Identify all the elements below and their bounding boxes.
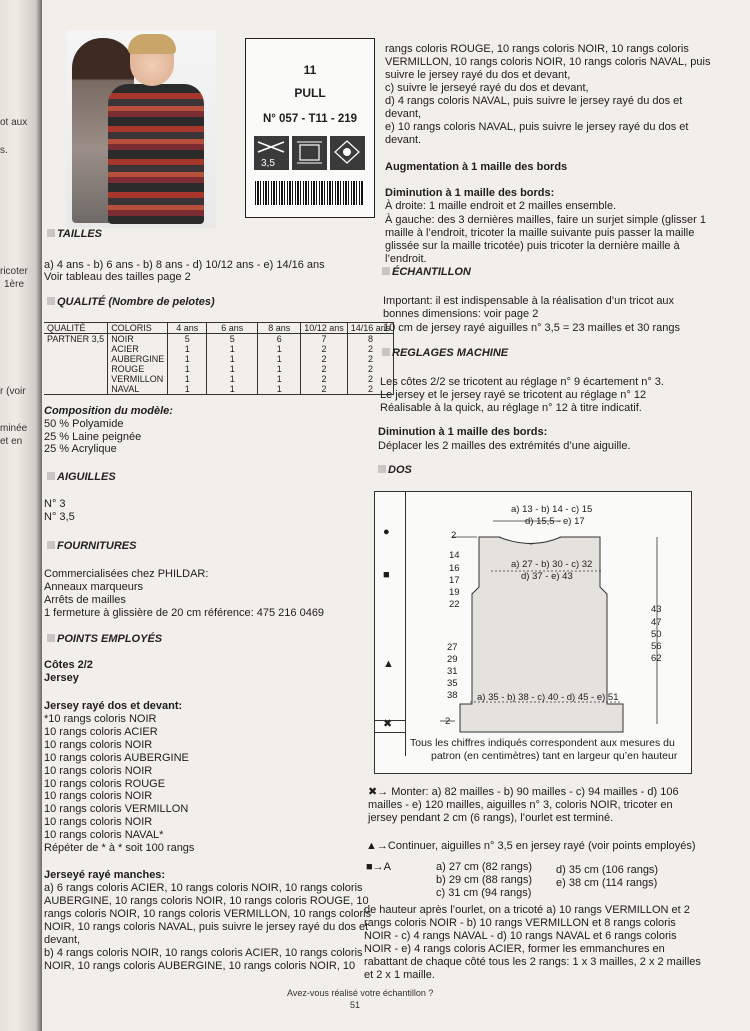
qty: 2	[368, 354, 374, 364]
fournitures-line: Arrêts de mailles	[44, 594, 126, 606]
composition-heading: Composition du modèle:	[44, 405, 173, 417]
qty: 1	[276, 374, 282, 384]
raye-line: 10 rangs coloris NAVAL*	[44, 829, 164, 841]
fournitures-line: Anneaux marqueurs	[44, 581, 144, 593]
qty: 5	[229, 334, 235, 344]
dim-height: 50	[651, 629, 662, 640]
qty: 1	[276, 384, 282, 394]
reglages-line: Les côtes 2/2 se tricotent au réglage n° 9 écartement n° 3.	[380, 376, 664, 388]
page-number: 51	[350, 1000, 361, 1010]
qty: 8	[368, 334, 374, 344]
a-size: c) 31 cm (94 rangs)	[436, 887, 532, 899]
gauche-line: l’endroit.	[385, 253, 427, 265]
dim-armhole: 14	[449, 550, 460, 561]
qty: 1	[184, 374, 190, 384]
cont-line: suivre le jersey rayé du dos et devant,	[385, 69, 571, 81]
points-heading: POINTS EMPLOYÉS	[47, 633, 162, 645]
qty: 2	[368, 344, 374, 354]
dim-bottom-width: a) 35 - b) 38 - c) 40 - d) 45 - e) 51	[477, 692, 619, 703]
jersey-label: Jersey	[44, 672, 79, 684]
dim-shoulder-2: d) 15,5 - e) 17	[525, 516, 585, 527]
table-header-cell: 4 ans	[168, 323, 207, 334]
qty: 1	[229, 374, 235, 384]
qty: 2	[321, 384, 327, 394]
qty: 2	[321, 354, 327, 364]
dim-height: 56	[651, 641, 662, 652]
fournitures-line: 1 fermeture à glissière de 20 cm référence: 475 216 0469	[44, 607, 325, 619]
needle-size-label: 3,5	[261, 158, 275, 169]
table-row	[44, 334, 394, 395]
footer-question: Avez-vous réalisé votre échantillon ?	[287, 988, 434, 998]
diminution-title: Diminution à 1 maille des bords:	[385, 187, 555, 199]
model-reference: N° 057 - T11 - 219	[262, 113, 358, 125]
dim-armhole: 19	[449, 587, 460, 598]
table-header-cell: 14/16 ans	[347, 323, 394, 334]
cont-line: d) 4 rangs coloris NAVAL, puis suivre le jersey rayé du dos et	[385, 95, 683, 107]
manches-title: Jerseyé rayé manches:	[44, 869, 166, 881]
dim-height: 43	[651, 604, 662, 615]
quick-machine-icon	[330, 136, 365, 170]
monter-line: jersey pendant 2 cm (6 rangs), l’ourlet est terminé.	[368, 812, 614, 824]
dim-armhole: 22	[449, 599, 460, 610]
square-symbol-icon: ■	[383, 569, 390, 581]
qty: 2	[321, 374, 327, 384]
qty: 2	[368, 364, 374, 374]
qty: 1	[229, 364, 235, 374]
dim-height: 47	[651, 617, 662, 628]
final-line: rangs coloris NOIR - b) 10 rangs VERMILLON et 8 rangs coloris	[364, 917, 676, 929]
cont-line: devant,	[385, 108, 422, 120]
table-header	[44, 323, 394, 334]
final-line: rabattant de chaque côté tous les 2 rangs: 1 x 3 mailles, 2 x 2 mailles	[364, 956, 701, 968]
color-name: ACIER	[111, 344, 139, 354]
gauge-square-icon	[292, 136, 327, 170]
spine-text: et en	[0, 436, 23, 447]
back-pattern-drawing	[375, 492, 691, 742]
echantillon-line: bonnes dimensions: voir page 2	[383, 308, 539, 320]
boy-hair	[128, 34, 176, 54]
raye-line: 10 rangs coloris NOIR	[44, 816, 153, 828]
cont-line: VERMILLON, 10 rangs coloris NOIR, 10 rangs coloris NAVAL, puis	[385, 56, 711, 68]
final-line: NOIR - c) 4 rangs NAVAL - d) 10 rangs NAVAL et 6 rangs coloris	[364, 930, 677, 942]
raye-line: 10 rangs coloris AUBERGINE	[44, 752, 189, 764]
raye-line: 10 rangs coloris NOIR	[44, 765, 153, 777]
dim-lower: 38	[447, 690, 458, 701]
spine-text: r (voir	[0, 386, 26, 397]
cont-line: c) suivre le jerseyé rayé du dos et devant,	[385, 82, 589, 94]
reglages-line: Le jersey et le jersey rayé se tricotent au réglage n° 12	[380, 389, 647, 401]
dim-height: 62	[651, 653, 662, 664]
dim-lower: 35	[447, 678, 458, 689]
qty: 1	[184, 384, 190, 394]
a-size: d) 35 cm (106 rangs)	[556, 864, 659, 876]
fournitures-line: Commercialisées chez PHILDAR:	[44, 568, 209, 580]
manches-line: b) 4 rangs coloris NOIR, 10 rangs coloris ACIER, 10 rangs coloris	[44, 947, 363, 959]
cotes-label: Côtes 2/2	[44, 659, 93, 671]
a-size: e) 38 cm (114 rangs)	[556, 877, 658, 889]
color-cell	[108, 334, 168, 395]
dim-lower: 29	[447, 654, 458, 665]
dim-width-1: a) 27 - b) 30 - c) 32	[511, 559, 593, 570]
dim-two-top: 2	[451, 530, 457, 541]
qty: 2	[321, 364, 327, 374]
composition-line: 50 % Polyamide	[44, 418, 124, 430]
spine-text: ot aux	[0, 117, 28, 128]
dim-lower: 31	[447, 666, 458, 677]
gauche-line: À gauche: des 3 dernières mailles, faire un surjet simple (glisser 1	[385, 214, 706, 226]
needles-icon	[254, 136, 289, 170]
circle-symbol-icon: ●	[383, 526, 390, 538]
cont-line: devant.	[385, 134, 422, 146]
a-size: a) 27 cm (82 rangs)	[436, 861, 532, 873]
spine-text: ricoter	[0, 266, 28, 277]
striped-sweater	[108, 84, 204, 224]
dos-diagram	[374, 491, 692, 774]
qty-col-8ans	[258, 334, 301, 395]
aiguilles-heading: AIGUILLES	[47, 471, 116, 483]
continuer-line: ▲→Continuer, aiguilles n° 3,5 en jersey rayé (voir points employés)	[366, 840, 696, 852]
augmentation-title: Augmentation à 1 maille des bords	[385, 161, 568, 173]
triangle-symbol-icon: ▲	[383, 658, 394, 670]
color-name: AUBERGINE	[111, 354, 165, 364]
children-photo	[66, 30, 216, 228]
diagram-note: patron (en centimètres) tant en largeur qu’en hauteur	[431, 750, 678, 762]
manches-line: AUBERGINE, 10 rangs coloris NOIR, 10 rangs coloris ROUGE, 10	[44, 895, 369, 907]
qty-col-4ans	[168, 334, 207, 395]
cont-line: e) 10 rangs coloris NAVAL, puis suivre le jersey rayé du dos et	[385, 121, 689, 133]
dim-lower: 27	[447, 642, 458, 653]
raye-line: 10 rangs coloris NOIR	[44, 739, 153, 751]
table-header-cell: 8 ans	[258, 323, 301, 334]
raye-title: Jersey rayé dos et devant:	[44, 700, 183, 712]
a-size: b) 29 cm (88 rangs)	[436, 874, 532, 886]
qty: 2	[368, 384, 374, 394]
yarn-table	[44, 322, 394, 395]
fournitures-heading: FOURNITURES	[47, 540, 136, 552]
qty: 1	[184, 354, 190, 364]
qty: 6	[276, 334, 282, 344]
qty: 5	[184, 334, 190, 344]
dim-width-2: d) 37 - e) 43	[521, 571, 573, 582]
table-header-cell: 10/12 ans	[301, 323, 348, 334]
dim-two-bottom: 2	[445, 716, 451, 727]
model-card	[245, 38, 375, 218]
qualite-heading: QUALITÉ (Nombre de pelotes)	[47, 296, 215, 308]
manches-line: devant,	[44, 934, 81, 946]
table-header-cell: QUALITÉ	[44, 323, 108, 334]
qty: 1	[229, 384, 235, 394]
reglages-dim-title: Diminution à 1 maille des bords:	[378, 426, 548, 438]
spine-text: 1ère	[4, 279, 25, 290]
final-line: NOIR - e) 4 rangs coloris ACIER, former les emmanchures en	[364, 943, 665, 955]
manches-line: rangs coloris NOIR, 10 rangs coloris VERMILLON, 10 rangs coloris	[44, 908, 372, 920]
raye-line: 10 rangs coloris NOIR	[44, 790, 153, 802]
reglages-dim-text: Déplacer les 2 mailles des extrémités d’une aiguille.	[378, 440, 631, 452]
qty: 1	[184, 344, 190, 354]
color-name: NAVAL	[111, 384, 140, 394]
reglages-line: Réalisable à la quick, au réglage n° 12 à titre indicatif.	[380, 402, 642, 414]
color-name: VERMILLON	[111, 374, 164, 384]
manches-line: NOIR, 10 rangs coloris AUBERGINE, 10 rangs coloris NOIR, 10	[44, 960, 356, 972]
composition-line: 25 % Acrylique	[44, 443, 117, 455]
qty: 1	[184, 364, 190, 374]
monter-line: mailles - e) 120 mailles, aiguilles n° 3, coloris NOIR, tricoter en	[368, 799, 673, 811]
cont-line: rangs coloris ROUGE, 10 rangs coloris NOIR, 10 rangs coloris	[385, 43, 689, 55]
barcode	[255, 181, 363, 205]
tailles-line: Voir tableau des tailles page 2	[44, 271, 191, 283]
qty: 1	[229, 344, 235, 354]
echantillon-heading: ÉCHANTILLON	[382, 266, 471, 278]
manches-line: NOIR, 10 rangs coloris NAVAL, puis suivre le jersey rayé du dos et	[44, 921, 369, 933]
final-line: et 2 x 1 maille.	[364, 969, 435, 981]
monter-line: ✖→ Monter: a) 82 mailles - b) 90 mailles - c) 94 mailles - d) 106	[368, 786, 679, 798]
echantillon-line: Important: il est indispensable à la réalisation d’un tricot aux	[383, 295, 675, 307]
model-number: 11	[303, 63, 317, 77]
spine-text: minée	[0, 423, 28, 434]
dim-shoulder-1: a) 13 - b) 14 - c) 15	[511, 504, 593, 515]
boy-figure	[106, 34, 206, 224]
color-name: ROUGE	[111, 364, 145, 374]
qty: 1	[229, 354, 235, 364]
table-header-cell: 6 ans	[207, 323, 258, 334]
model-title: PULL	[294, 86, 326, 100]
composition-line: 25 % Laine peignée	[44, 431, 142, 443]
qty: 2	[321, 344, 327, 354]
qty: 7	[321, 334, 327, 344]
echantillon-line: 10 cm de jersey rayé aiguilles n° 3,5 = 23 mailles et 30 rangs	[383, 322, 680, 334]
reglages-heading: REGLAGES MACHINE	[382, 347, 508, 359]
final-line: de hauteur après l’ourlet, on a tricoté a) 10 rangs VERMILLON et 2	[364, 904, 690, 916]
qty-col-10-12ans	[301, 334, 348, 395]
quality-name: PARTNER 3,5	[44, 334, 108, 395]
model-icons	[254, 136, 365, 170]
a-marker: ■→A	[366, 861, 391, 873]
table-header-cell: COLORIS	[108, 323, 168, 334]
qty: 1	[276, 354, 282, 364]
dim-armhole: 16	[449, 563, 460, 574]
droite-line: À droite: 1 maille endroit et 2 mailles ensemble.	[385, 200, 617, 212]
tailles-line: a) 4 ans - b) 6 ans - b) 8 ans - d) 10/12 ans - e) 14/16 ans	[44, 259, 325, 271]
qty: 2	[368, 374, 374, 384]
spine-text: s.	[0, 145, 8, 156]
aiguilles-line: N° 3	[44, 498, 66, 510]
qty: 1	[276, 364, 282, 374]
dim-armhole: 17	[449, 575, 460, 586]
raye-line: 10 rangs coloris ROUGE	[44, 778, 166, 790]
tailles-heading: TAILLES	[47, 228, 102, 240]
aiguilles-line: N° 3,5	[44, 511, 75, 523]
raye-line: Répéter de * à * soit 100 rangs	[44, 842, 195, 854]
cross-symbol-icon: ✖	[383, 718, 393, 730]
qty-col-6ans	[207, 334, 258, 395]
gauche-line: maille à l’endroit, tricoter la maille suivante puis passer la maille	[385, 227, 695, 239]
raye-line: 10 rangs coloris ACIER	[44, 726, 158, 738]
raye-line: *10 rangs coloris NOIR	[44, 713, 157, 725]
color-name: NOIR	[111, 334, 134, 344]
dos-heading: DOS	[378, 464, 412, 476]
raye-line: 10 rangs coloris VERMILLON	[44, 803, 189, 815]
gauche-line: glissée sur la maille tricotée) puis tricoter la dernière maille à	[385, 240, 680, 252]
diagram-note: Tous les chiffres indiqués correspondent aux mesures du	[410, 737, 675, 749]
manches-line: a) 6 rangs coloris ACIER, 10 rangs coloris NOIR, 10 rangs coloris	[44, 882, 363, 894]
qty: 1	[276, 344, 282, 354]
